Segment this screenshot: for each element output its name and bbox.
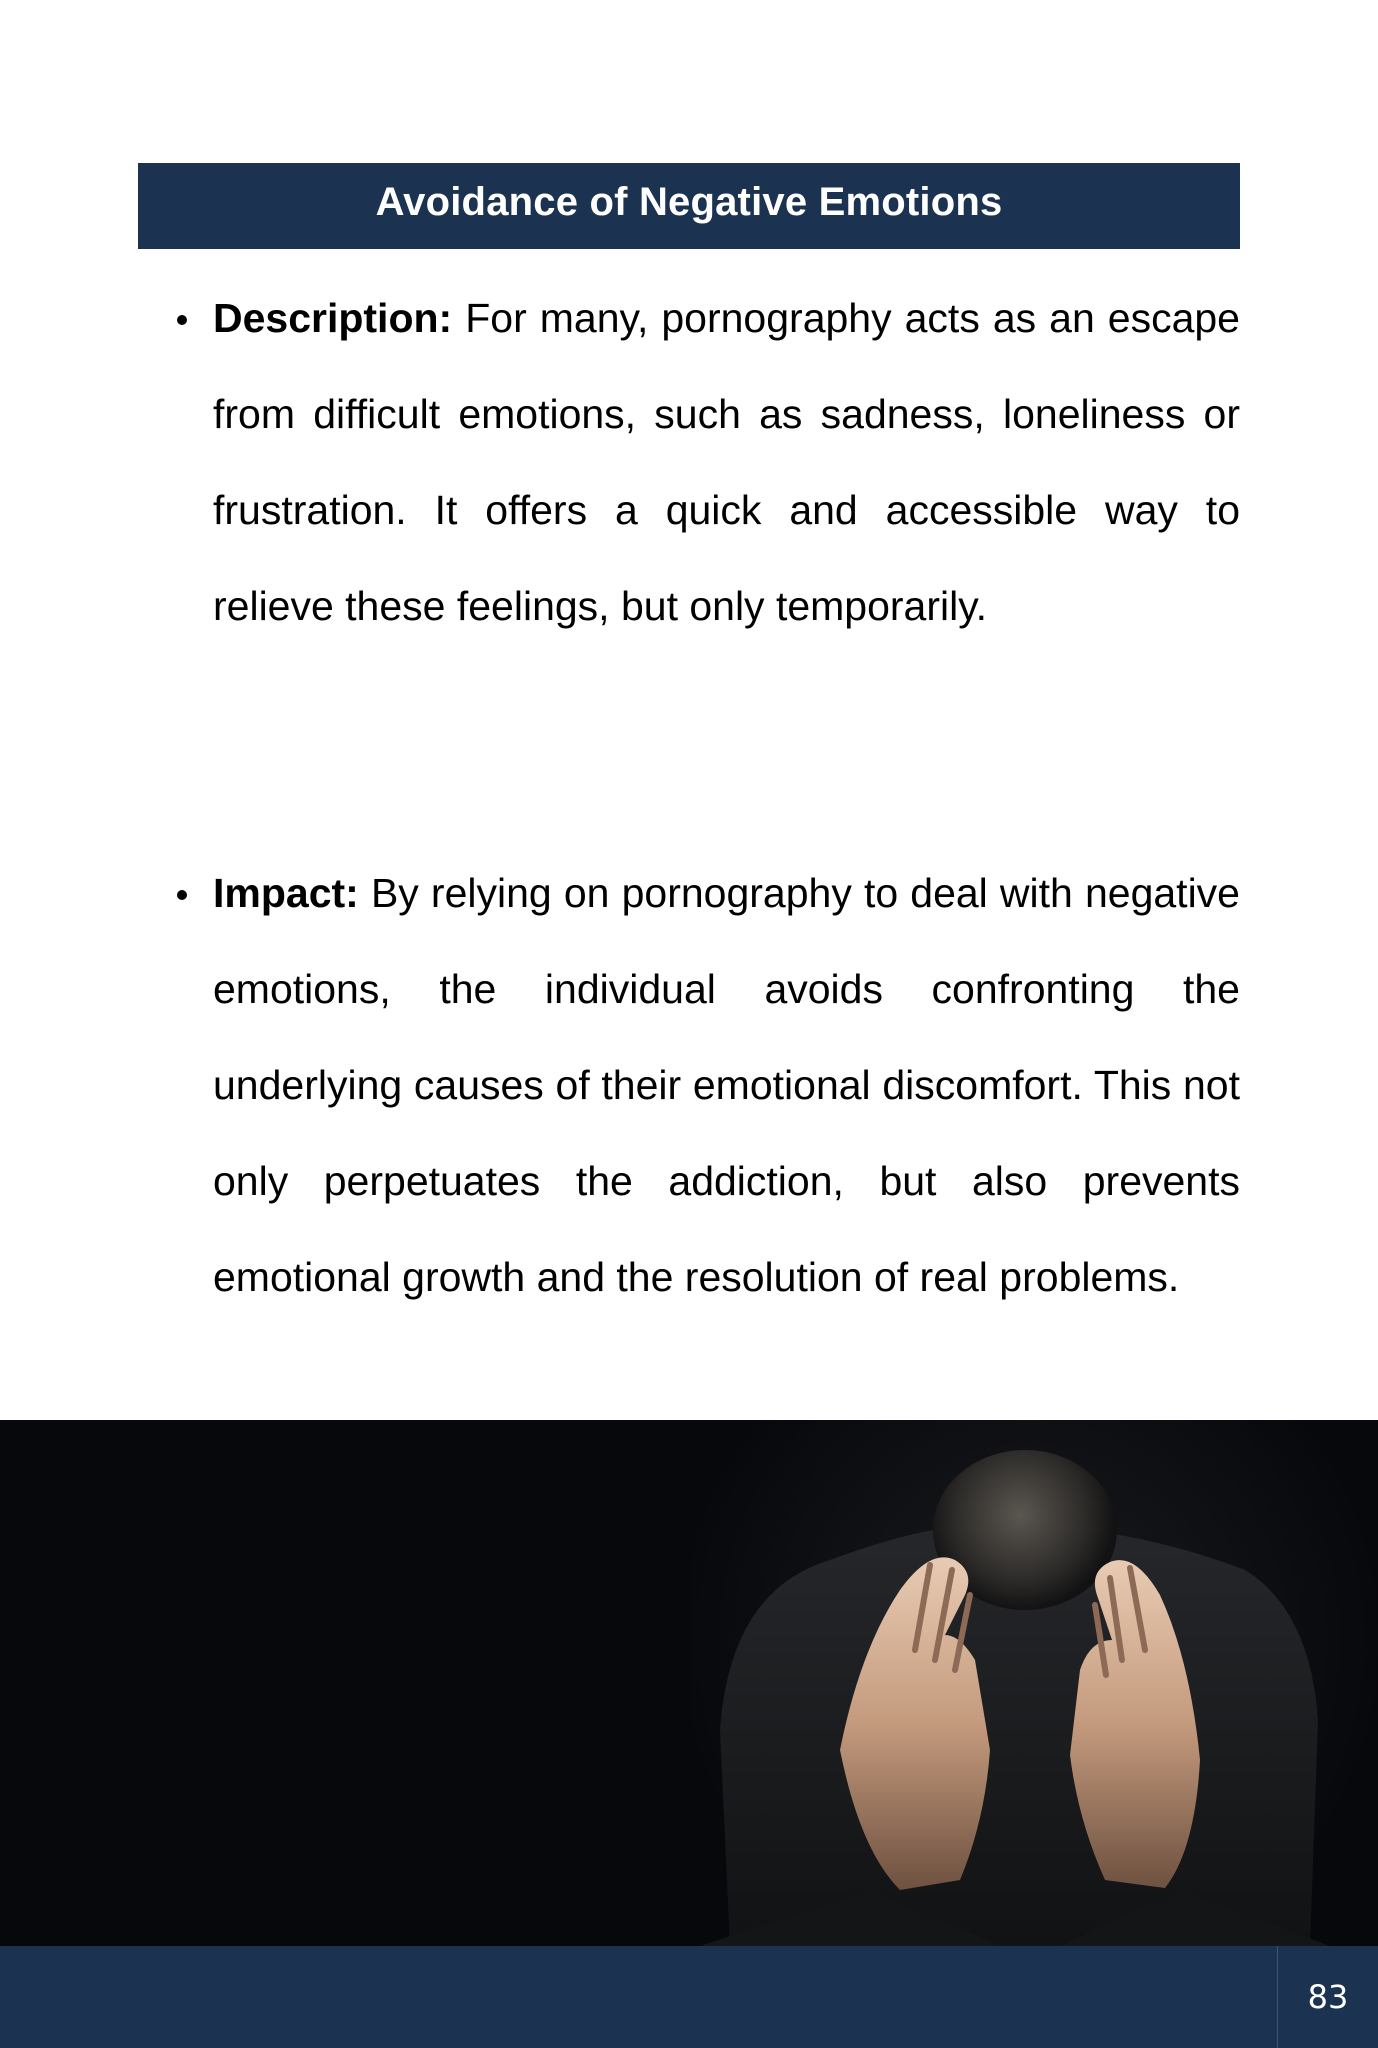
bullet-item-description [213,270,1240,654]
bullet-icon [177,315,187,325]
bullet-paragraph [213,845,1240,1325]
bullet-text: For many, pornography acts as an escape from difficult emotions, such as sadness, loneliness or frustration. It offers a quick and accessible way to relieve these feelings, but only temporarily. [213,295,1240,629]
footer-bar [0,1946,1378,2048]
bullet-item-impact [213,845,1240,1325]
page-number: 83 [1307,1978,1349,2016]
section-title: Avoidance of Negative Emotions [375,179,1003,224]
bullet-icon [177,890,187,900]
bullet-term: Description: [213,295,453,341]
bullet-term: Impact: [213,870,359,916]
person-head-in-hands-photo [0,1420,1378,1946]
section-title-banner [138,163,1240,249]
page-number-box [1277,1946,1378,2048]
photo-illustration [0,1420,1378,1946]
bullet-text: By relying on pornography to deal with negative emotions, the individual avoids confronting the underlying causes of their emotional discomfort. This not only perpetuates the addiction, but also prevents emotional growth and the resolution of real problems. [213,870,1240,1300]
bullet-paragraph [213,270,1240,654]
